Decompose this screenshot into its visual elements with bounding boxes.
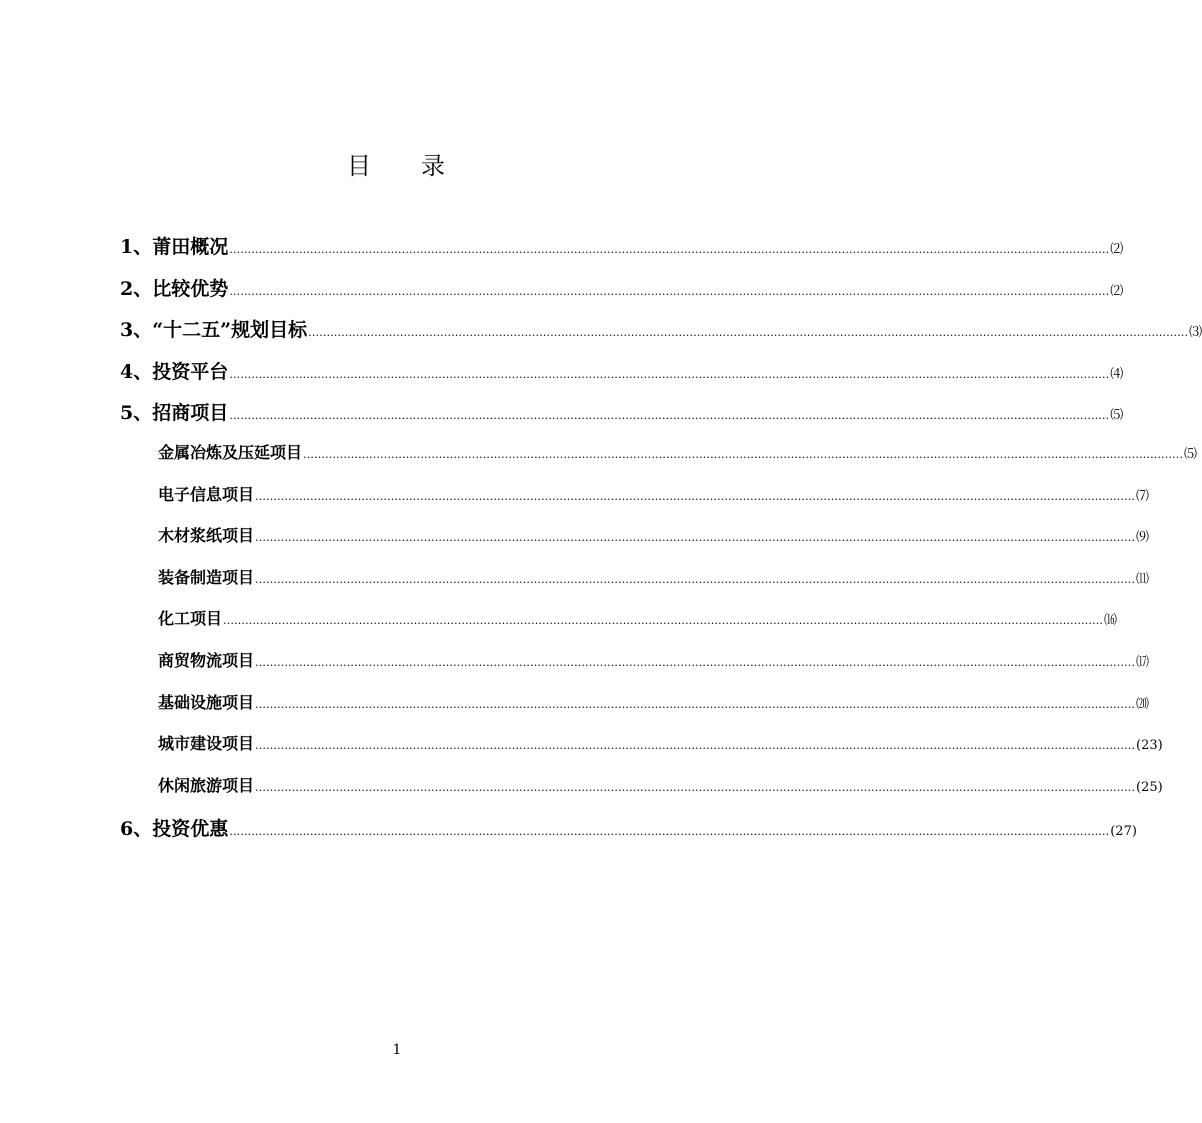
toc-entry-label: 基础设施项目 [158, 693, 255, 712]
toc-entry-label: 休闲旅游项目 [158, 776, 255, 795]
toc-entry-page: (27) [1110, 824, 1137, 839]
toc-leader-dots: …………………………………………………………………………………………………………………………………………………………………………………………………………………… [229, 409, 1110, 422]
toc-leader-dots: …………………………………………………………………………………………………………………………………………………………………………………………………………………… [229, 243, 1110, 256]
toc-leader-dots: …………………………………………………………………………………………………………………………………………………………………………………………………………………… [255, 656, 1136, 669]
toc-entry-label: 城市建设项目 [158, 734, 255, 753]
toc-entry[interactable] [158, 440, 1198, 463]
toc-entry-label: 5、招商项目 [120, 402, 229, 424]
toc-entry-page: ⑸ [1110, 408, 1124, 423]
page-number: 1 [392, 1042, 402, 1058]
title-char-left: 目 [347, 152, 373, 180]
toc-entry-label: 化工项目 [158, 609, 223, 628]
toc-entry[interactable] [158, 523, 1150, 546]
toc-entry-label: 木材浆纸项目 [158, 526, 255, 545]
toc-leader-dots: …………………………………………………………………………………………………………………………………………………………………………………………………………………… [229, 825, 1110, 838]
toc-leader-dots: …………………………………………………………………………………………………………………………………………………………………………………………………………………… [255, 781, 1136, 794]
toc-entry-label: 6、投资优惠 [120, 818, 229, 840]
toc-leader-dots: …………………………………………………………………………………………………………………………………………………………………………………………………………………… [229, 285, 1110, 298]
toc-entry-label: 3、“十二五”规划目标 [120, 319, 308, 341]
toc-entry-label: 商贸物流项目 [158, 651, 255, 670]
toc-entry[interactable] [158, 648, 1150, 671]
toc-entry-page: (25) [1136, 780, 1163, 795]
toc-leader-dots: …………………………………………………………………………………………………………………………………………………………………………………………………………………… [255, 698, 1136, 711]
toc-entry-page: (23) [1136, 738, 1163, 753]
toc-entry[interactable] [120, 357, 1124, 384]
toc-entry-page: ⑵ [1110, 284, 1124, 299]
toc-leader-dots: …………………………………………………………………………………………………………………………………………………………………………………………………………………… [223, 614, 1104, 627]
toc-entry[interactable] [158, 482, 1150, 505]
toc-leader-dots: …………………………………………………………………………………………………………………………………………………………………………………………………………………… [308, 326, 1189, 339]
toc-entry[interactable] [158, 731, 1163, 754]
toc-entry-page: ⒃ [1104, 613, 1118, 628]
toc-entry-page: ⑼ [1136, 530, 1150, 545]
title-char-right: 录 [421, 152, 447, 180]
toc-entry-page: ⑶ [1189, 325, 1202, 340]
toc-entry[interactable] [158, 565, 1150, 588]
toc-entry-page: ⑸ [1184, 447, 1198, 462]
toc-entry-label: 装备制造项目 [158, 568, 255, 587]
toc-leader-dots: …………………………………………………………………………………………………………………………………………………………………………………………………………………… [255, 531, 1136, 544]
toc-entry-label: 2、比较优势 [120, 278, 229, 300]
toc-leader-dots: …………………………………………………………………………………………………………………………………………………………………………………………………………………… [255, 573, 1136, 586]
toc-entry-label: 金属冶炼及压延项目 [158, 443, 303, 462]
toc-entry[interactable] [120, 274, 1124, 301]
toc-leader-dots: …………………………………………………………………………………………………………………………………………………………………………………………………………………… [255, 739, 1136, 752]
toc-entry[interactable] [120, 232, 1124, 259]
toc-entry-page: ⑷ [1110, 367, 1124, 382]
toc-entry-label: 电子信息项目 [158, 485, 255, 504]
toc-entry-page: ⒇ [1136, 697, 1150, 712]
toc-entry[interactable] [158, 690, 1150, 713]
toc-leader-dots: …………………………………………………………………………………………………………………………………………………………………………………………………………………… [303, 448, 1184, 461]
toc-entry-page: ⒄ [1136, 655, 1150, 670]
toc-leader-dots: …………………………………………………………………………………………………………………………………………………………………………………………………………………… [229, 368, 1110, 381]
toc-entry-label: 1、莆田概况 [120, 236, 229, 258]
toc-entry[interactable] [120, 315, 1202, 342]
toc-entry[interactable] [158, 606, 1118, 629]
toc-entry-page: ⑺ [1136, 489, 1150, 504]
toc-entry[interactable] [120, 398, 1124, 425]
toc-entry-label: 4、投资平台 [120, 361, 229, 383]
toc-entry-page: ⑾ [1136, 572, 1150, 587]
toc-entry[interactable] [120, 814, 1137, 841]
toc-leader-dots: …………………………………………………………………………………………………………………………………………………………………………………………………………………… [255, 490, 1136, 503]
toc-entry-page: ⑵ [1110, 242, 1124, 257]
toc-entry[interactable] [158, 773, 1163, 796]
